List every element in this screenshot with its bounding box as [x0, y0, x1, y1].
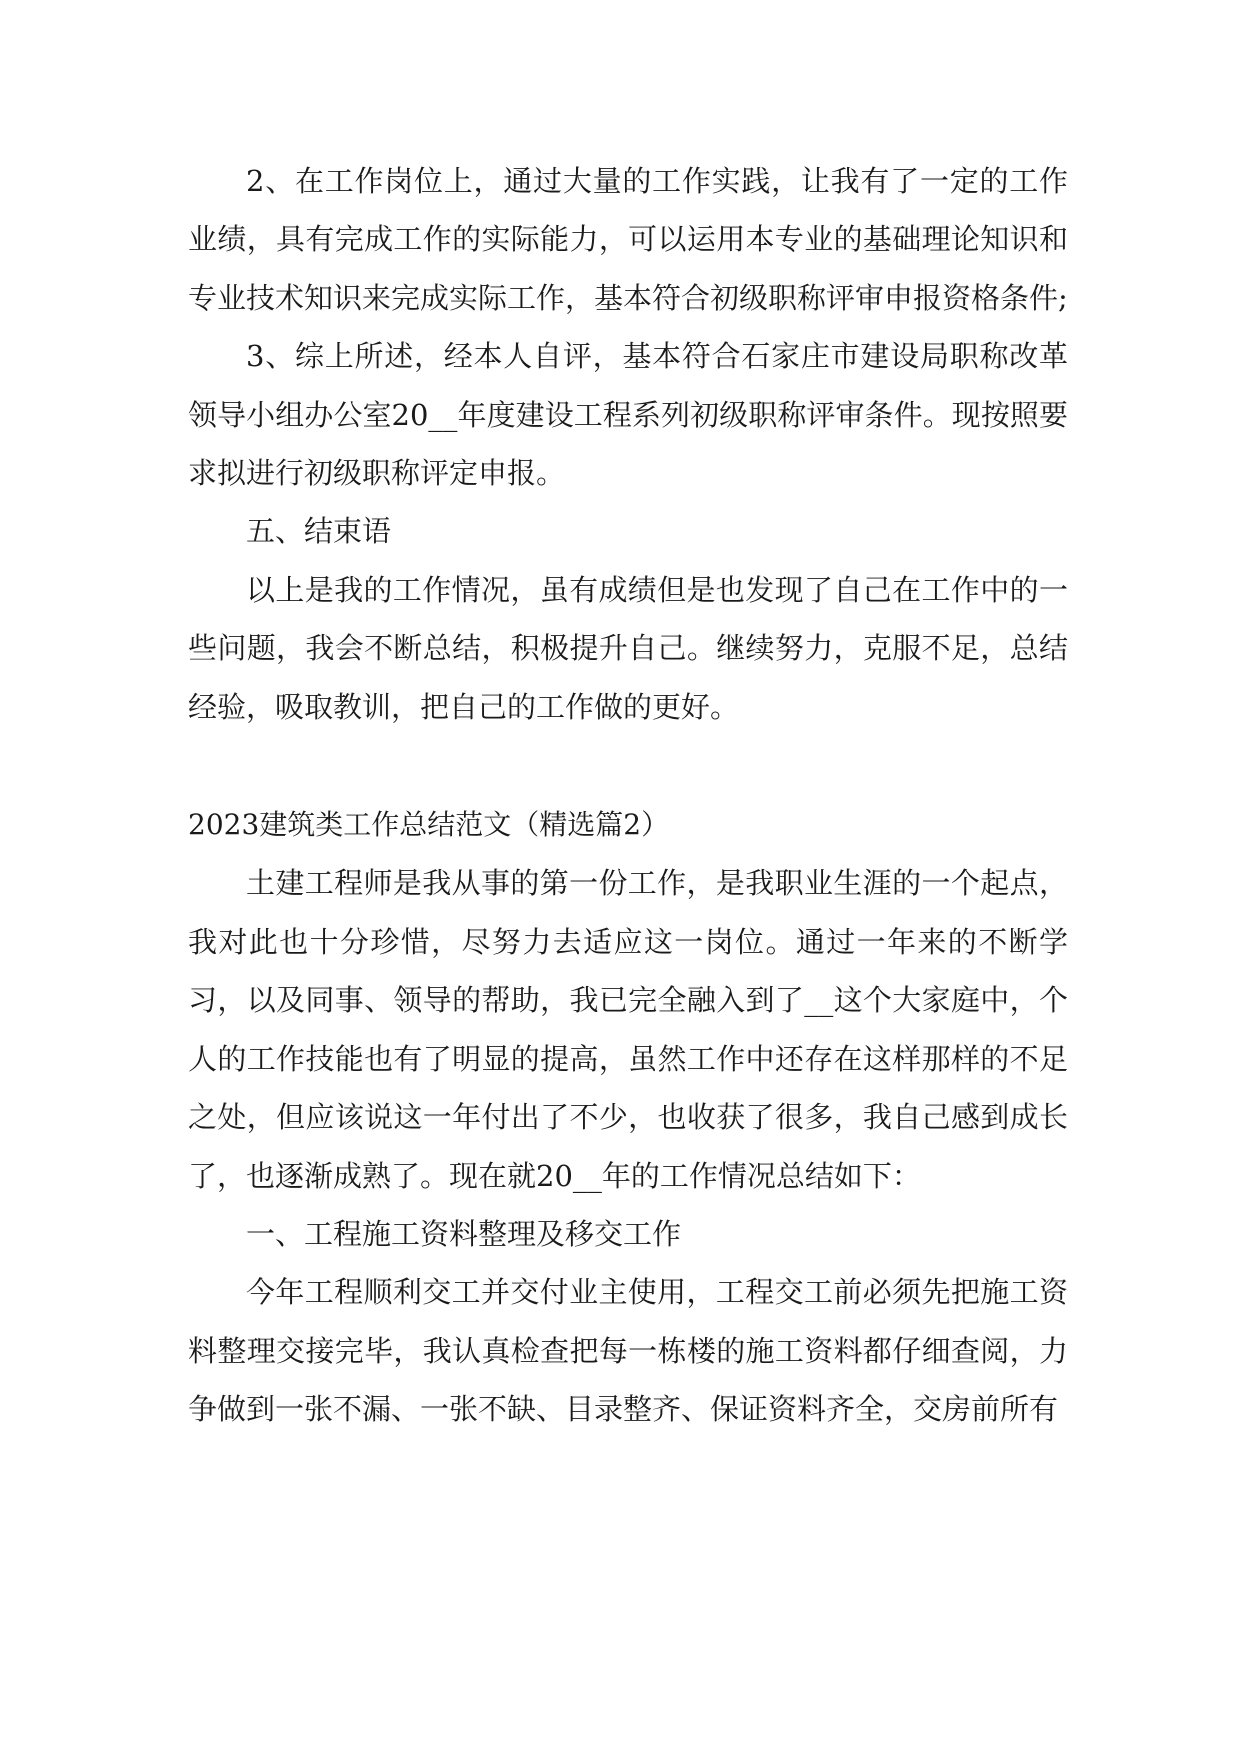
paragraph-qualification-experience: 2、在工作岗位上，通过大量的工作实践，让我有了一定的工作业绩，具有完成工作的实际能力，可以运用本专业的基础理论知识和专业技术知识来完成实际工作，基本符合初级职称评审申报资格条件;	[188, 164, 1068, 315]
document-body	[188, 152, 1068, 1439]
paragraph-construction-documents: 今年工程顺利交工并交付业主使用，工程交工前必须先把施工资料整理交接完毕，我认真检查把每一栋楼的施工资料都仔细查阅，力争做到一张不漏、一张不缺、目录整齐、保证资料齐全，交房前所有	[188, 1275, 1068, 1427]
paragraph-conclusion: 以上是我的工作情况，虽有成绩但是也发现了自己在工作中的一些问题，我会不断总结，积极提升自己。继续努力，克服不足，总结经验，吸取教训，把自己的工作做的更好。	[188, 572, 1068, 724]
heading-construction-documents: 一、工程施工资料整理及移交工作	[246, 1216, 682, 1251]
paragraph-introduction: 土建工程师是我从事的第一份工作，是我职业生涯的一个起点，我对此也十分珍惜，尽努力去适应这一岗位。通过一年来的不断学习，以及同事、领导的帮助，我已完全融入到了__这个大家庭中，个人的工作技能也有了明显的提高，虽然工作中还存在这样那样的不足之处，但应该说这一年付出了不少，也收获了很多，我自己感到成长了，也逐渐成熟了。现在就20__年的工作情况总结如下：	[188, 866, 1068, 1193]
section-title-sample-2: 2023建筑类工作总结范文（精选篇2）	[188, 808, 670, 842]
paragraph-self-assessment: 3、综上所述，经本人自评，基本符合石家庄市建设局职称改革领导小组办公室20__年度建设工程系列初级职称评审条件。现按照要求拟进行初级职称评定申报。	[188, 339, 1068, 491]
heading-conclusion: 五、结束语	[246, 514, 392, 549]
